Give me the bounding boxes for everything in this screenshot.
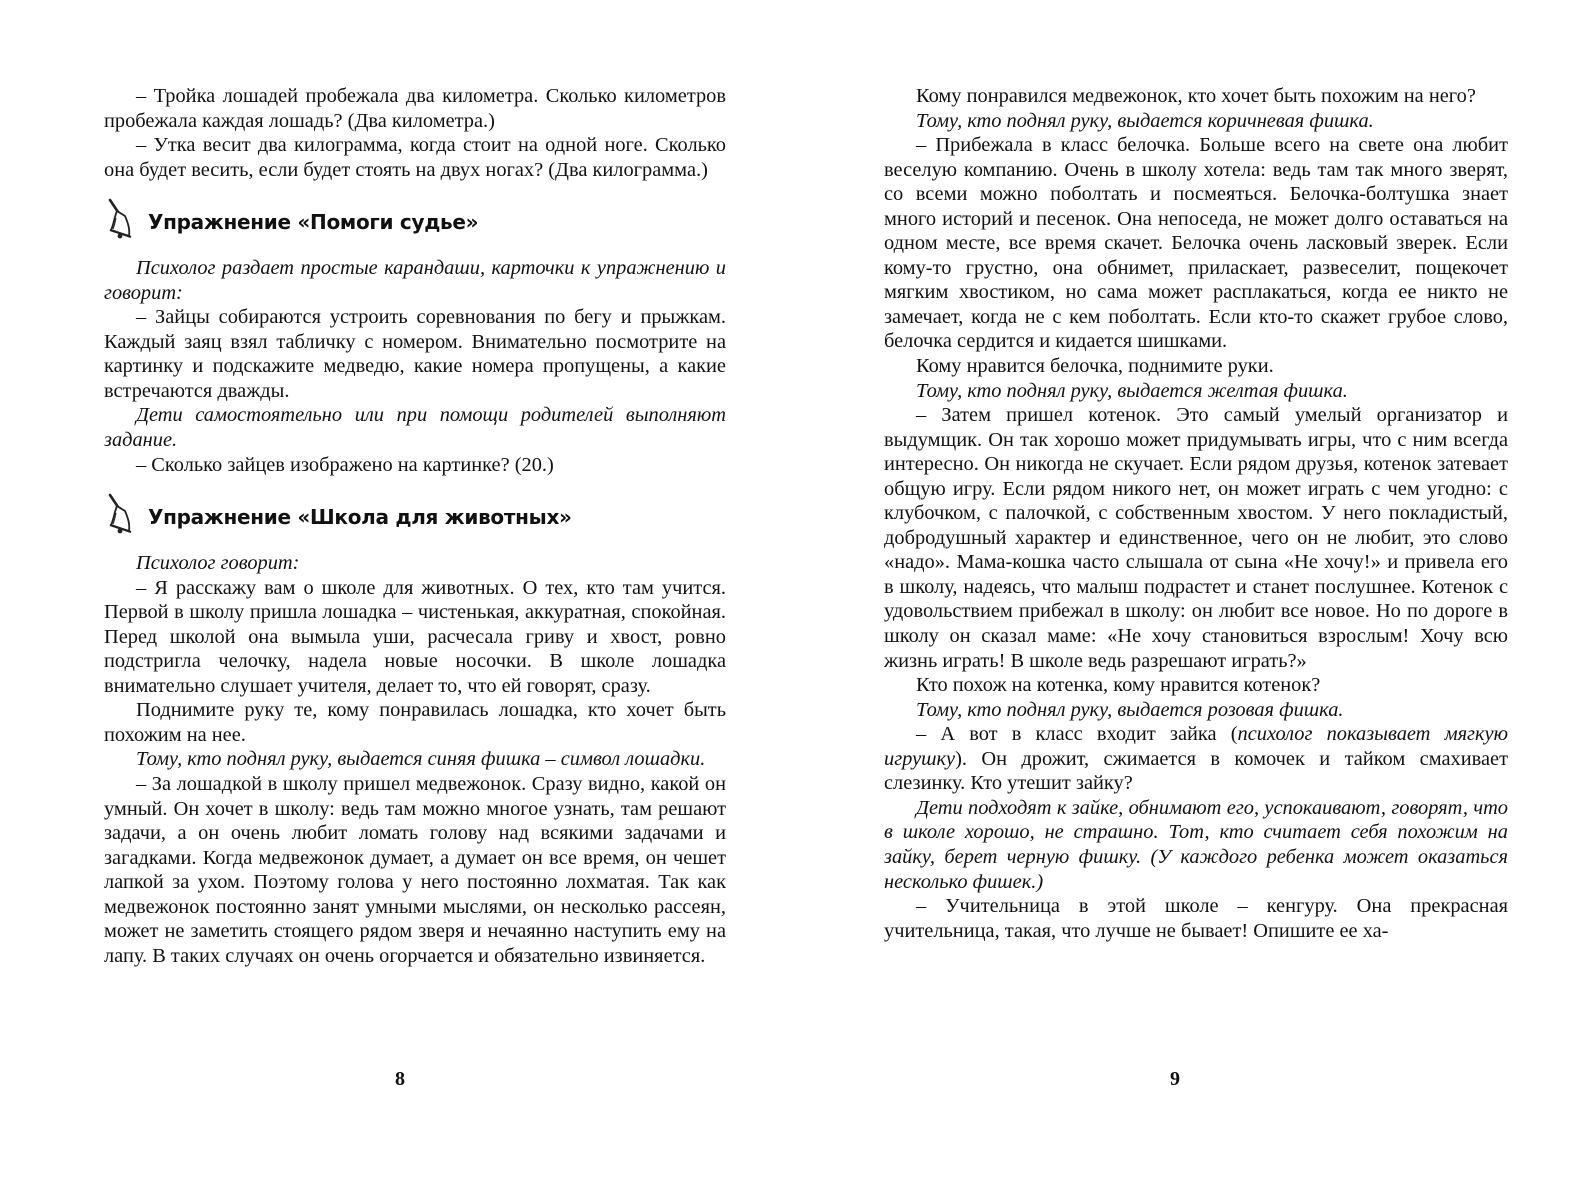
left-block-2 <box>104 256 726 477</box>
paragraph: – Сколько зайцев изображено на картинке? (20.) <box>136 453 554 476</box>
left-page <box>104 84 726 968</box>
paragraph: – Утка весит два килограмма, когда стоит на одной ноге. Сколько она будет весить, если будет стоять на двух ногах? (Два килограмма.) <box>104 134 726 181</box>
paragraph: Тому, кто поднял руку, выдается желтая фишка. <box>916 379 1348 402</box>
paragraph: Тому, кто поднял руку, выдается розовая фишка. <box>916 698 1344 721</box>
page-number-right: 9 <box>1170 1068 1180 1090</box>
paragraph: Психолог говорит: <box>136 552 300 575</box>
exercise-title: Упражнение «Школа для животных» <box>148 505 572 530</box>
paragraph: – За лошадкой в школу пришел медвежонок. Сразу видно, какой он умный. Он хочет в школу: ведь там можно многое узнать, там решают задачи, а он очень любит ломать голову над всякими задачами и загадками. Когда медвежонок думает, а думает он все время, он чешет лапкой за ухом. Поэтому голова у него постоянно лохматая. Так как медвежонок постоянно занят умными мыслями, он несколько рассеян, может не заметить стоящего рядом зверя и нечаянно наступить ему на лапу. В таких случаях он очень огорчается и обязательно извиняется. <box>104 773 726 967</box>
paragraph: Психолог раздает простые карандаши, карточки к упражнению и говорит: <box>104 257 726 304</box>
paragraph: Дети самостоятельно или при помощи родителей выполняют задание. <box>104 404 726 452</box>
bell-icon <box>104 196 140 240</box>
paragraph: – Я расскажу вам о школе для животных. О тех, кто там учится. Первой в школу пришла лошадка – чистенькая, аккуратная, спокойная. Перед школой она вымыла уши, расчесала гриву и хвост, ровно подстригла челочку, надела новые носочки. В школе лошадка внимательно слушает учителя, делает то, что ей говорят, сразу. <box>104 576 726 697</box>
paragraph: Кому нравится белочка, поднимите руки. <box>916 355 1274 378</box>
bell-icon <box>104 491 140 535</box>
paragraph: Поднимите руку те, кому понравилась лошадка, кто хочет быть похожим на нее. <box>104 699 726 746</box>
paragraph: Тому, кто поднял руку, выдается синяя фишка – символ лошадки. <box>136 748 706 771</box>
paragraph: Кто похож на котенка, кому нравится котенок? <box>916 674 1321 697</box>
paragraph: Кому понравился медвежонок, кто хочет быть похожим на него? <box>916 85 1476 107</box>
exercise-title: Упражнение «Помоги судье» <box>148 210 479 235</box>
exercise-heading-help-judge <box>104 200 726 240</box>
exercise-heading-animal-school <box>104 495 726 535</box>
left-block-1 <box>104 84 726 182</box>
left-block-3 <box>104 551 726 968</box>
paragraph-zaika: – А вот в класс входит зайка (психолог показывает мягкую игрушку). Он дрожит, сжимается в комочек и тайком смахивает слезинку. Кто утешит зайку? <box>884 723 1508 795</box>
paragraph: – Учительница в этой школе – кенгуру. Она прекрасная учительница, такая, что лучше не бывает! Опишите ее ха- <box>884 895 1508 942</box>
page-number-left: 8 <box>395 1068 405 1090</box>
right-block-1 <box>884 84 1508 722</box>
paragraph: Тому, кто поднял руку, выдается коричневая фишка. <box>916 109 1374 132</box>
paragraph: Дети подходят к зайке, обнимают его, успокаивают, говорят, что в школе хорошо, не страшно. Тот, кто считает себя похожим на зайку, берет черную фишку. (У каждого ребенка может оказаться несколько фишек.) <box>884 796 1508 893</box>
paragraph: – Зайцы собираются устроить соревнования по бегу и прыжкам. Каждый заяц взял табличку с номером. Внимательно посмотрите на картинку и подскажите медведю, какие номера пропущены, а какие встречаются дважды. <box>104 306 726 402</box>
paragraph: – Тройка лошадей пробежала два километра. Сколько километров пробежала каждая лошадь? (Два километра.) <box>104 85 726 132</box>
right-page <box>884 84 1508 943</box>
paragraph: – Затем пришел котенок. Это самый умелый организатор и выдумщик. Он так хорошо может придумывать игры, что с ним всегда интересно. Он никогда не скучает. Если рядом друзья, котенок затевает общую игру. Если рядом никого нет, он может играть с чем угодно: с клубочком, с палочкой, с собственным хвостом. У него покладистый, добродушный характер и единственное, чего он не любит, это слово «надо». Мама-кошка часто слышала от сына «Не хочу!» и привела его в школу, надеясь, что малыш подрастет и станет послушнее. Котенок с удовольствием прибежал в школу: он любит все новое. Но по дороге в школу он сказал маме: «Не хочу становиться взрослым! Хочу всю жизнь играть! В школе ведь разрешают играть?» <box>884 404 1508 672</box>
right-block-2 <box>884 796 1508 943</box>
paragraph: – Прибежала в класс белочка. Больше всего на свете она любит веселую компанию. Очень в школу хотела: ведь там так много зверят, со всеми можно поболтать и посмеяться. Белочка-болтушка знает много историй и песенок. Она непоседа, не может долго оставаться на одном месте, все время скачет. Белочка очень ласковый зверек. Если кому-то грустно, она обнимет, приласкает, развеселит, пощекочет мягким хвостиком, но сама может расплакаться, когда ее никто не замечает, когда не с кем поболтать. Если кто-то скажет грубое слово, белочка сердится и кидается шишками. <box>884 134 1508 353</box>
